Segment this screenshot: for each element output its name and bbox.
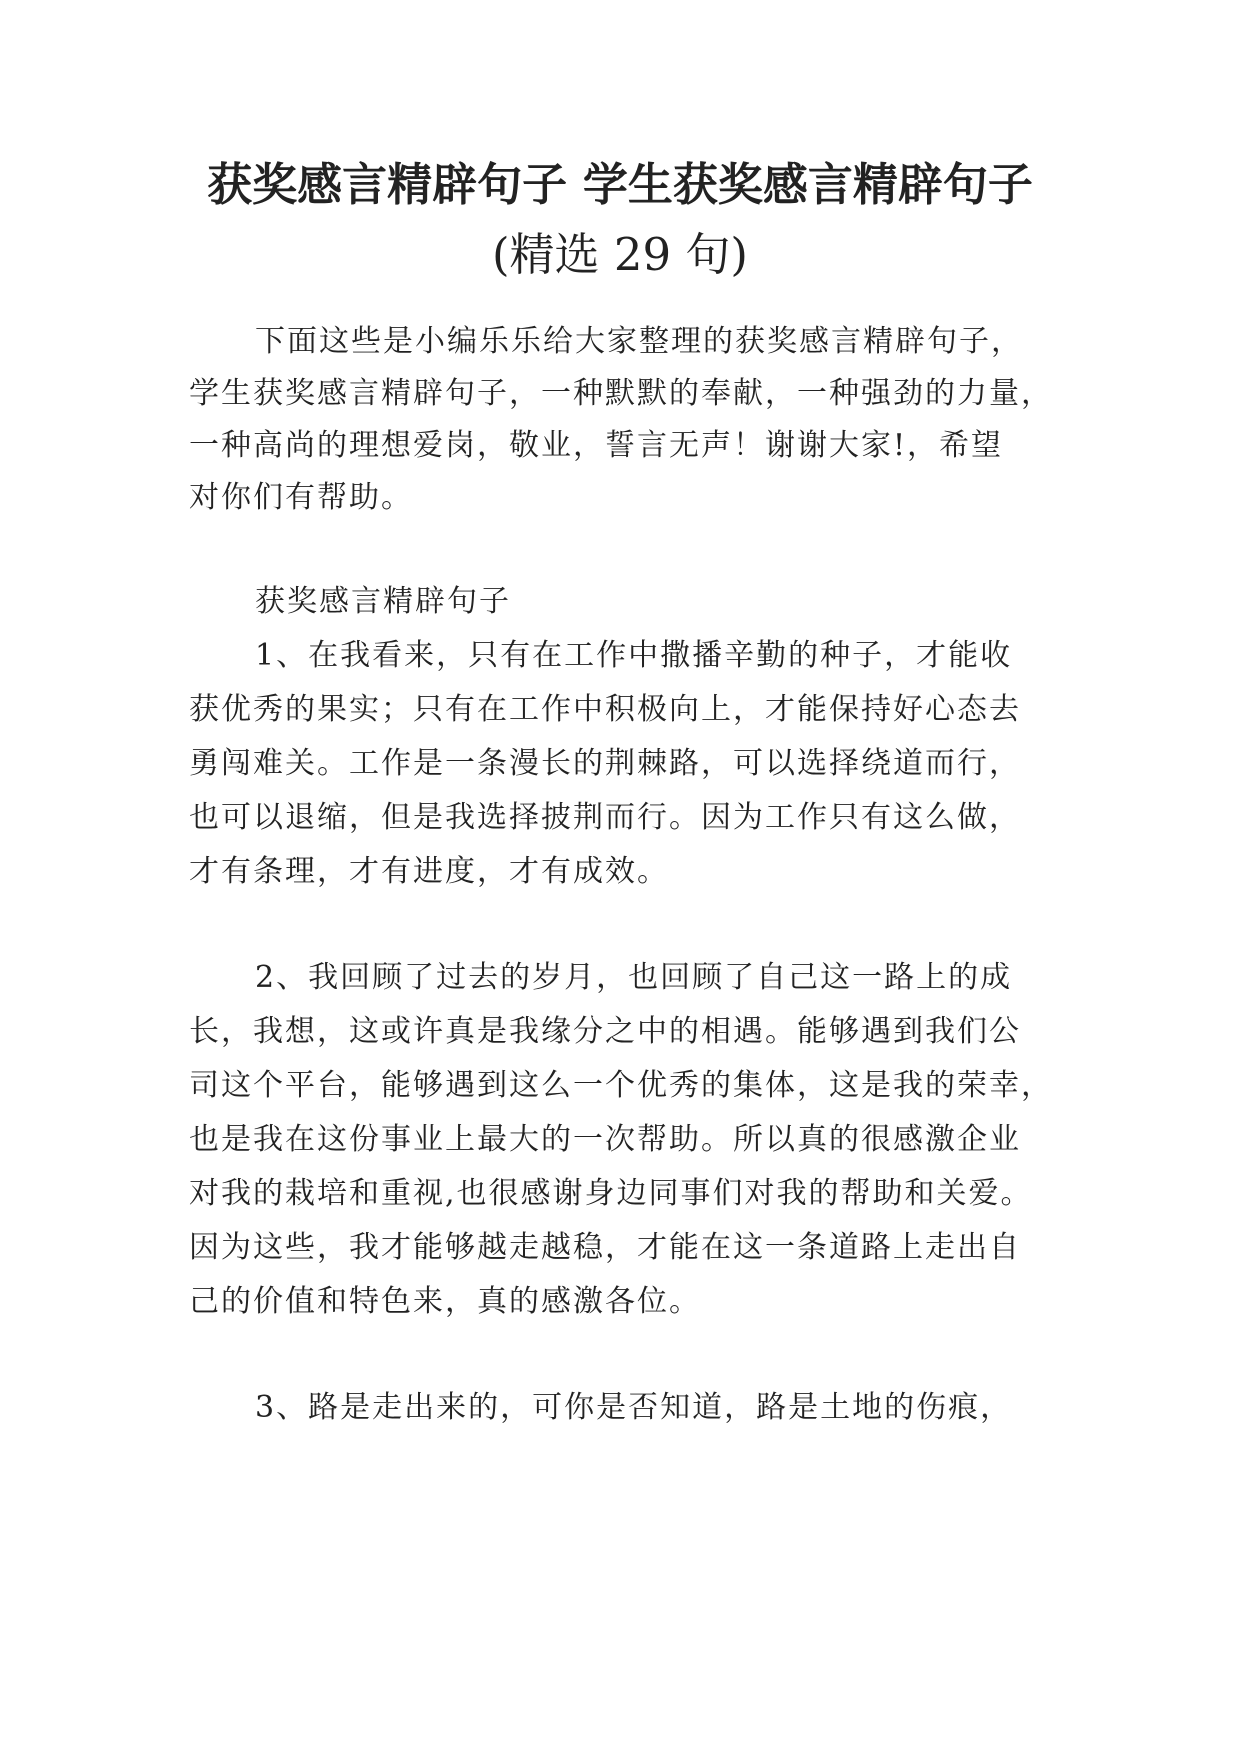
item-2-line: 长，我想，这或许真是我缘分之中的相遇。能够遇到我们公 (189, 1014, 1021, 1049)
item-2-line: 2、我回顾了过去的岁月，也回顾了自己这一路上的成 (255, 960, 1013, 995)
intro-line: 一种高尚的理想爱岗，敬业，誓言无声！谢谢大家!，希望 (189, 428, 1004, 463)
document-title-line-1: 获奖感言精辟句子 学生获奖感言精辟句子 (207, 158, 1033, 211)
item-2-line: 对我的栽培和重视,也很感谢身边同事们对我的帮助和关爱。 (189, 1176, 1033, 1211)
intro-line: 学生获奖感言精辟句子，一种默默的奉献，一种强劲的力量， (189, 376, 1053, 411)
item-2-line: 因为这些，我才能够越走越稳，才能在这一条道路上走出自 (189, 1230, 1021, 1265)
intro-line: 对你们有帮助。 (189, 480, 413, 515)
document-title-line-2: (精选 29 句) (492, 228, 748, 281)
section-heading: 获奖感言精辟句子 (255, 584, 511, 619)
item-1-line: 勇闯难关。工作是一条漫长的荆棘路，可以选择绕道而行， (189, 746, 1021, 781)
item-1-line: 获优秀的果实；只有在工作中积极向上，才能保持好心态去 (189, 692, 1021, 727)
item-1-line: 1、在我看来，只有在工作中撒播辛勤的种子，才能收 (255, 638, 1013, 673)
item-2-line: 也是我在这份事业上最大的一次帮助。所以真的很感激企业 (189, 1122, 1021, 1157)
item-1-line: 才有条理，才有进度，才有成效。 (189, 854, 669, 889)
intro-line: 下面这些是小编乐乐给大家整理的获奖感言精辟句子， (255, 324, 1023, 359)
item-1-line: 也可以退缩，但是我选择披荆而行。因为工作只有这么做， (189, 800, 1021, 835)
item-2-line: 司这个平台，能够遇到这么一个优秀的集体，这是我的荣幸， (189, 1068, 1053, 1103)
item-2-line: 己的价值和特色来，真的感激各位。 (189, 1284, 701, 1319)
item-3-line: 3、路是走出来的，可你是否知道，路是土地的伤痕， (255, 1390, 1013, 1425)
